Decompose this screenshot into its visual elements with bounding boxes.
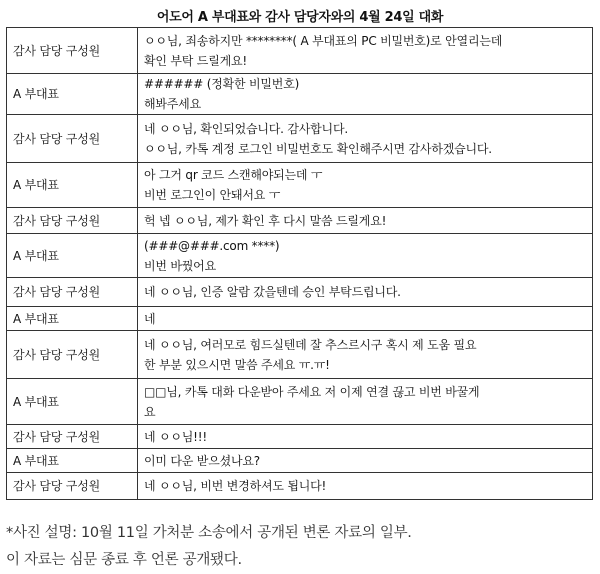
message-line: 요 [144, 404, 156, 419]
conversation-row [7, 473, 593, 500]
document-title: 어도어 A 부대표와 감사 담당자와의 4월 24일 대화 [156, 10, 444, 25]
speaker-cell: A 부대표 [7, 449, 138, 473]
message-line: 아 그거 qr 코드 스캔해야되는데 ㅜ [144, 168, 323, 182]
message-line: 이미 다운 받으셨나요? [144, 453, 260, 468]
conversation-row [7, 331, 593, 379]
message-cell [138, 307, 593, 331]
conversation-row [7, 278, 593, 307]
caption-line: *사진 설명: 10월 11일 가처분 소송에서 공개된 변론 자료의 일부. [6, 525, 412, 541]
message-line: 확인 부탁 드릴게요! [144, 53, 247, 68]
conversation-row [7, 28, 593, 74]
conversation-row [7, 449, 593, 473]
conversation-table [6, 27, 593, 500]
speaker-cell: A 부대표 [7, 234, 138, 278]
message-line: ㅇㅇ님, 카톡 계정 로그인 비밀번호도 확인해주시면 감사하겠습니다. [144, 141, 492, 156]
speaker-cell: A 부대표 [7, 307, 138, 331]
message-cell [138, 473, 593, 500]
message-cell [138, 234, 593, 278]
message-line: □□님, 카톡 대화 다운받아 주세요 저 이제 연결 끊고 비번 바꿀게 [144, 384, 480, 399]
message-cell [138, 163, 593, 208]
speaker-cell: 감사 담당 구성원 [7, 331, 138, 379]
message-line: 네 [144, 311, 156, 326]
message-line: 비번 로그인이 안돼서요 ㅜ [144, 188, 281, 202]
speaker-cell: 감사 담당 구성원 [7, 425, 138, 449]
message-line: 한 부분 있으시면 말씀 주세요 ㅠ.ㅠ! [144, 357, 330, 372]
message-cell [138, 331, 593, 379]
message-line: 네 ㅇㅇ님, 인증 알람 갔을텐데 승인 부탁드립니다. [144, 285, 401, 299]
speaker-cell: A 부대표 [7, 163, 138, 208]
caption-line: 이 자료는 심문 종료 후 언론 공개됐다. [6, 552, 242, 568]
conversation-row [7, 234, 593, 278]
speaker-cell: 감사 담당 구성원 [7, 278, 138, 307]
conversation-row [7, 163, 593, 208]
message-line: 비번 바꿨어요 [144, 258, 216, 273]
message-cell [138, 425, 593, 449]
message-cell [138, 208, 593, 234]
speaker-cell: 감사 담당 구성원 [7, 28, 138, 74]
speaker-cell: 감사 담당 구성원 [7, 208, 138, 234]
message-line: 네 ㅇㅇ님, 여러모로 힘드실텐데 잘 추스르시구 혹시 제 도움 필요 [144, 337, 477, 352]
message-line: 네 ㅇㅇ님, 확인되었습니다. 감사합니다. [144, 121, 348, 136]
message-line: 네 ㅇㅇ님!!! [144, 429, 208, 444]
conversation-table-body [7, 28, 593, 500]
conversation-row [7, 115, 593, 163]
message-cell [138, 28, 593, 74]
conversation-row [7, 74, 593, 115]
conversation-row [7, 208, 593, 234]
message-line: ###### (정확한 비밀번호) [144, 77, 300, 91]
speaker-cell: 감사 담당 구성원 [7, 473, 138, 500]
conversation-row [7, 307, 593, 331]
speaker-cell: 감사 담당 구성원 [7, 115, 138, 163]
message-line: (###@###.com ****) [144, 238, 280, 253]
photo-caption [6, 520, 594, 574]
speaker-cell: A 부대표 [7, 379, 138, 425]
conversation-row [7, 425, 593, 449]
message-line: ㅇㅇ님, 죄송하지만 ********( A 부대표의 PC 비밀번호)로 안열리는데 [144, 33, 503, 48]
message-line: 헉 넵 ㅇㅇ님, 제가 확인 후 다시 말씀 드릴게요! [144, 213, 387, 228]
message-cell [138, 379, 593, 425]
message-cell [138, 449, 593, 473]
message-cell [138, 278, 593, 307]
conversation-row [7, 379, 593, 425]
message-cell [138, 115, 593, 163]
message-cell [138, 74, 593, 115]
speaker-cell: A 부대표 [7, 74, 138, 115]
message-line: 해봐주세요 [144, 97, 201, 111]
message-line: 네 ㅇㅇ님, 비번 변경하셔도 됩니다! [144, 479, 327, 493]
